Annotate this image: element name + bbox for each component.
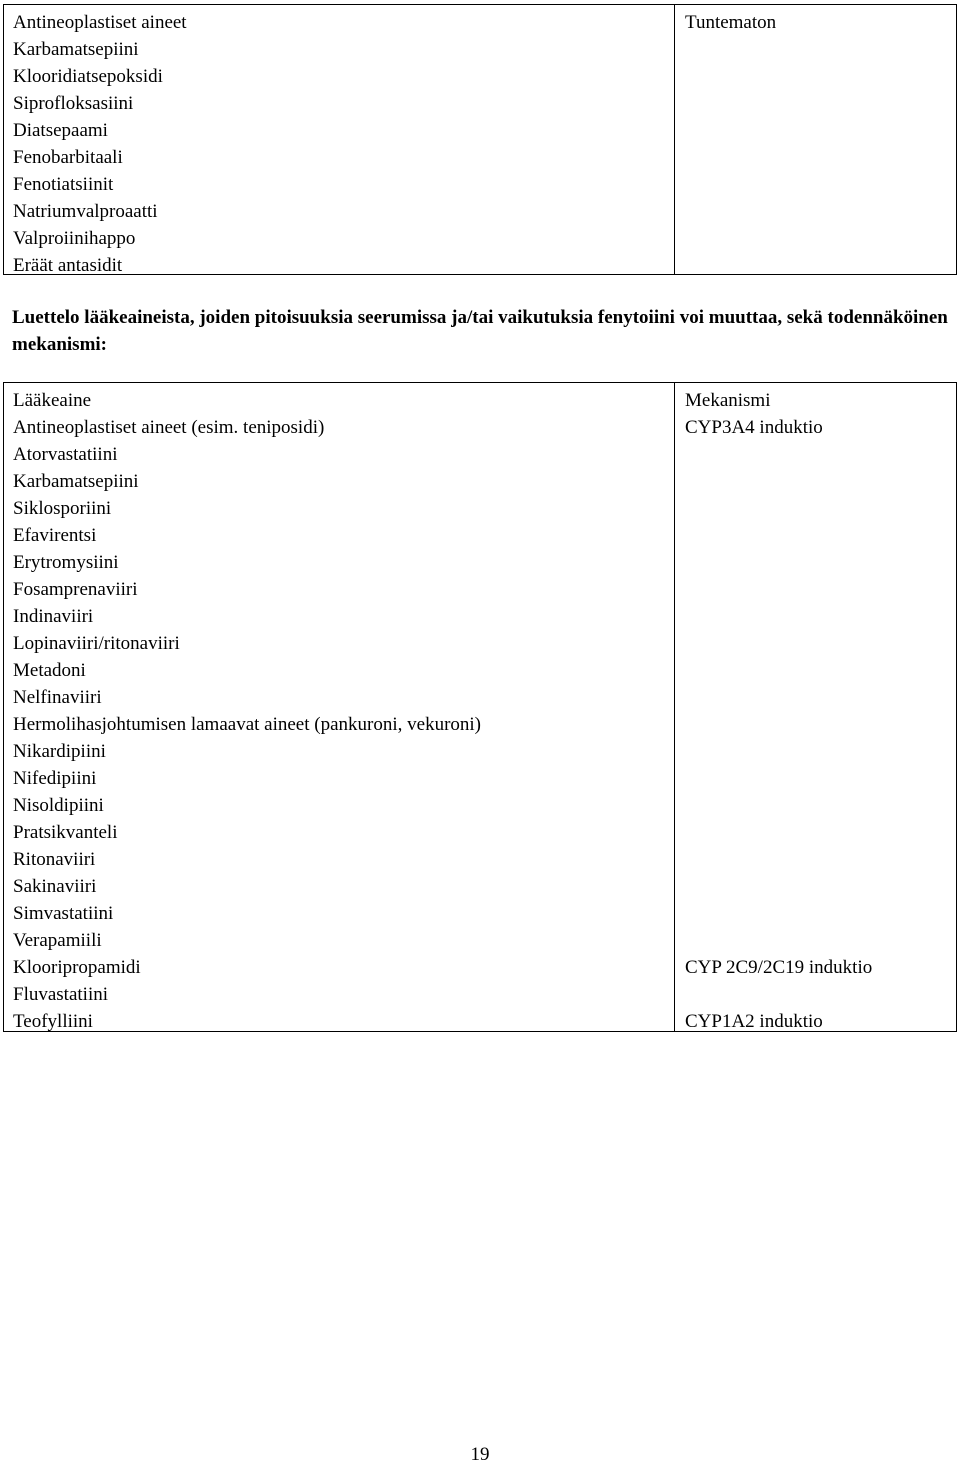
mechanism-value bbox=[685, 657, 956, 684]
drug-name: Nisoldipiini bbox=[13, 795, 104, 816]
mechanism-value bbox=[685, 495, 956, 522]
drug-list-item: Karbamatsepiini bbox=[13, 39, 139, 60]
drug-name: Simvastatiini bbox=[13, 903, 114, 924]
drug-list-item: Siprofloksasiini bbox=[13, 93, 134, 114]
drug-column bbox=[4, 383, 675, 1031]
section-heading: Luettelo lääkeaineista, joiden pitoisuuksia seerumissa ja/tai vaikutuksia fenytoiini voi muuttaa, sekä todennäköinen mekanismi: bbox=[12, 307, 948, 355]
unknown-mechanism-table bbox=[3, 4, 957, 275]
mechanism-value bbox=[685, 603, 956, 630]
drug-list-item: Fenotiatsiinit bbox=[13, 174, 114, 195]
mechanism-value bbox=[685, 522, 956, 549]
mechanism-value: CYP3A4 induktio bbox=[685, 417, 823, 438]
mechanism-value bbox=[685, 792, 956, 819]
drug-name: Sakinaviiri bbox=[13, 876, 97, 897]
mechanism-value bbox=[685, 468, 956, 495]
drug-name: Hermolihasjohtumisen lamaavat aineet (pankuroni, vekuroni) bbox=[13, 714, 481, 735]
mechanism-value bbox=[685, 630, 956, 657]
drug-name: Erytromysiini bbox=[13, 552, 119, 573]
drug-name: Pratsikvanteli bbox=[13, 822, 118, 843]
drug-name: Efavirentsi bbox=[13, 525, 97, 546]
mechanism-value bbox=[685, 711, 956, 738]
mechanism-value bbox=[685, 846, 956, 873]
drug-name: Nifedipiini bbox=[13, 768, 97, 789]
drug-list-item: Klooridiatsepoksidi bbox=[13, 66, 163, 87]
mechanism-unknown: Tuntematon bbox=[685, 12, 777, 33]
drug-list-item: Diatsepaami bbox=[13, 120, 108, 141]
drug-name: Nikardipiini bbox=[13, 741, 106, 762]
drug-name: Nelfinaviiri bbox=[13, 687, 102, 708]
mechanism-value bbox=[685, 549, 956, 576]
drug-list-item: Natriumvalproaatti bbox=[13, 201, 158, 222]
mechanism-value bbox=[685, 738, 956, 765]
mechanism-value bbox=[685, 819, 956, 846]
drug-name: Fosamprenaviiri bbox=[13, 579, 138, 600]
drug-name: Lopinaviiri/ritonaviiri bbox=[13, 633, 180, 654]
drug-name: Indinaviiri bbox=[13, 606, 94, 627]
mechanism-value bbox=[685, 765, 956, 792]
mechanism-value bbox=[685, 441, 956, 468]
drug-name: Klooripropamidi bbox=[13, 957, 141, 978]
mechanism-column bbox=[675, 383, 956, 1031]
drug-list-item: Antineoplastiset aineet bbox=[13, 12, 187, 33]
drug-name: Atorvastatiini bbox=[13, 444, 118, 465]
mechanism-value: CYP1A2 induktio bbox=[685, 1011, 823, 1032]
mechanism-value bbox=[685, 873, 956, 900]
mechanism-value bbox=[685, 576, 956, 603]
drug-name: Teofylliini bbox=[13, 1011, 93, 1032]
drug-list-item: Valproiinihappo bbox=[13, 228, 136, 249]
drug-list-item: Eräät antasidit bbox=[13, 255, 123, 276]
drug-name: Siklosporiini bbox=[13, 498, 112, 519]
mechanism-value: CYP 2C9/2C19 induktio bbox=[685, 957, 873, 978]
drug-name: Metadoni bbox=[13, 660, 86, 681]
drug-list-item: Fenobarbitaali bbox=[13, 147, 123, 168]
mechanism-value bbox=[685, 927, 956, 954]
mechanism-column-header: Mekanismi bbox=[685, 390, 771, 411]
page-number: 19 bbox=[470, 1444, 490, 1465]
drug-column-header: Lääkeaine bbox=[13, 390, 92, 411]
drug-list-column bbox=[4, 5, 675, 274]
mechanism-column bbox=[675, 5, 956, 274]
drug-name: Fluvastatiini bbox=[13, 984, 108, 1005]
mechanism-value bbox=[685, 981, 956, 1008]
mechanism-value bbox=[685, 900, 956, 927]
drug-name: Ritonaviiri bbox=[13, 849, 96, 870]
drug-name: Antineoplastiset aineet (esim. teniposidi) bbox=[13, 417, 325, 438]
mechanism-value bbox=[685, 684, 956, 711]
drug-name: Karbamatsepiini bbox=[13, 471, 139, 492]
drug-name: Verapamiili bbox=[13, 930, 102, 951]
drug-interaction-table bbox=[3, 382, 957, 1032]
